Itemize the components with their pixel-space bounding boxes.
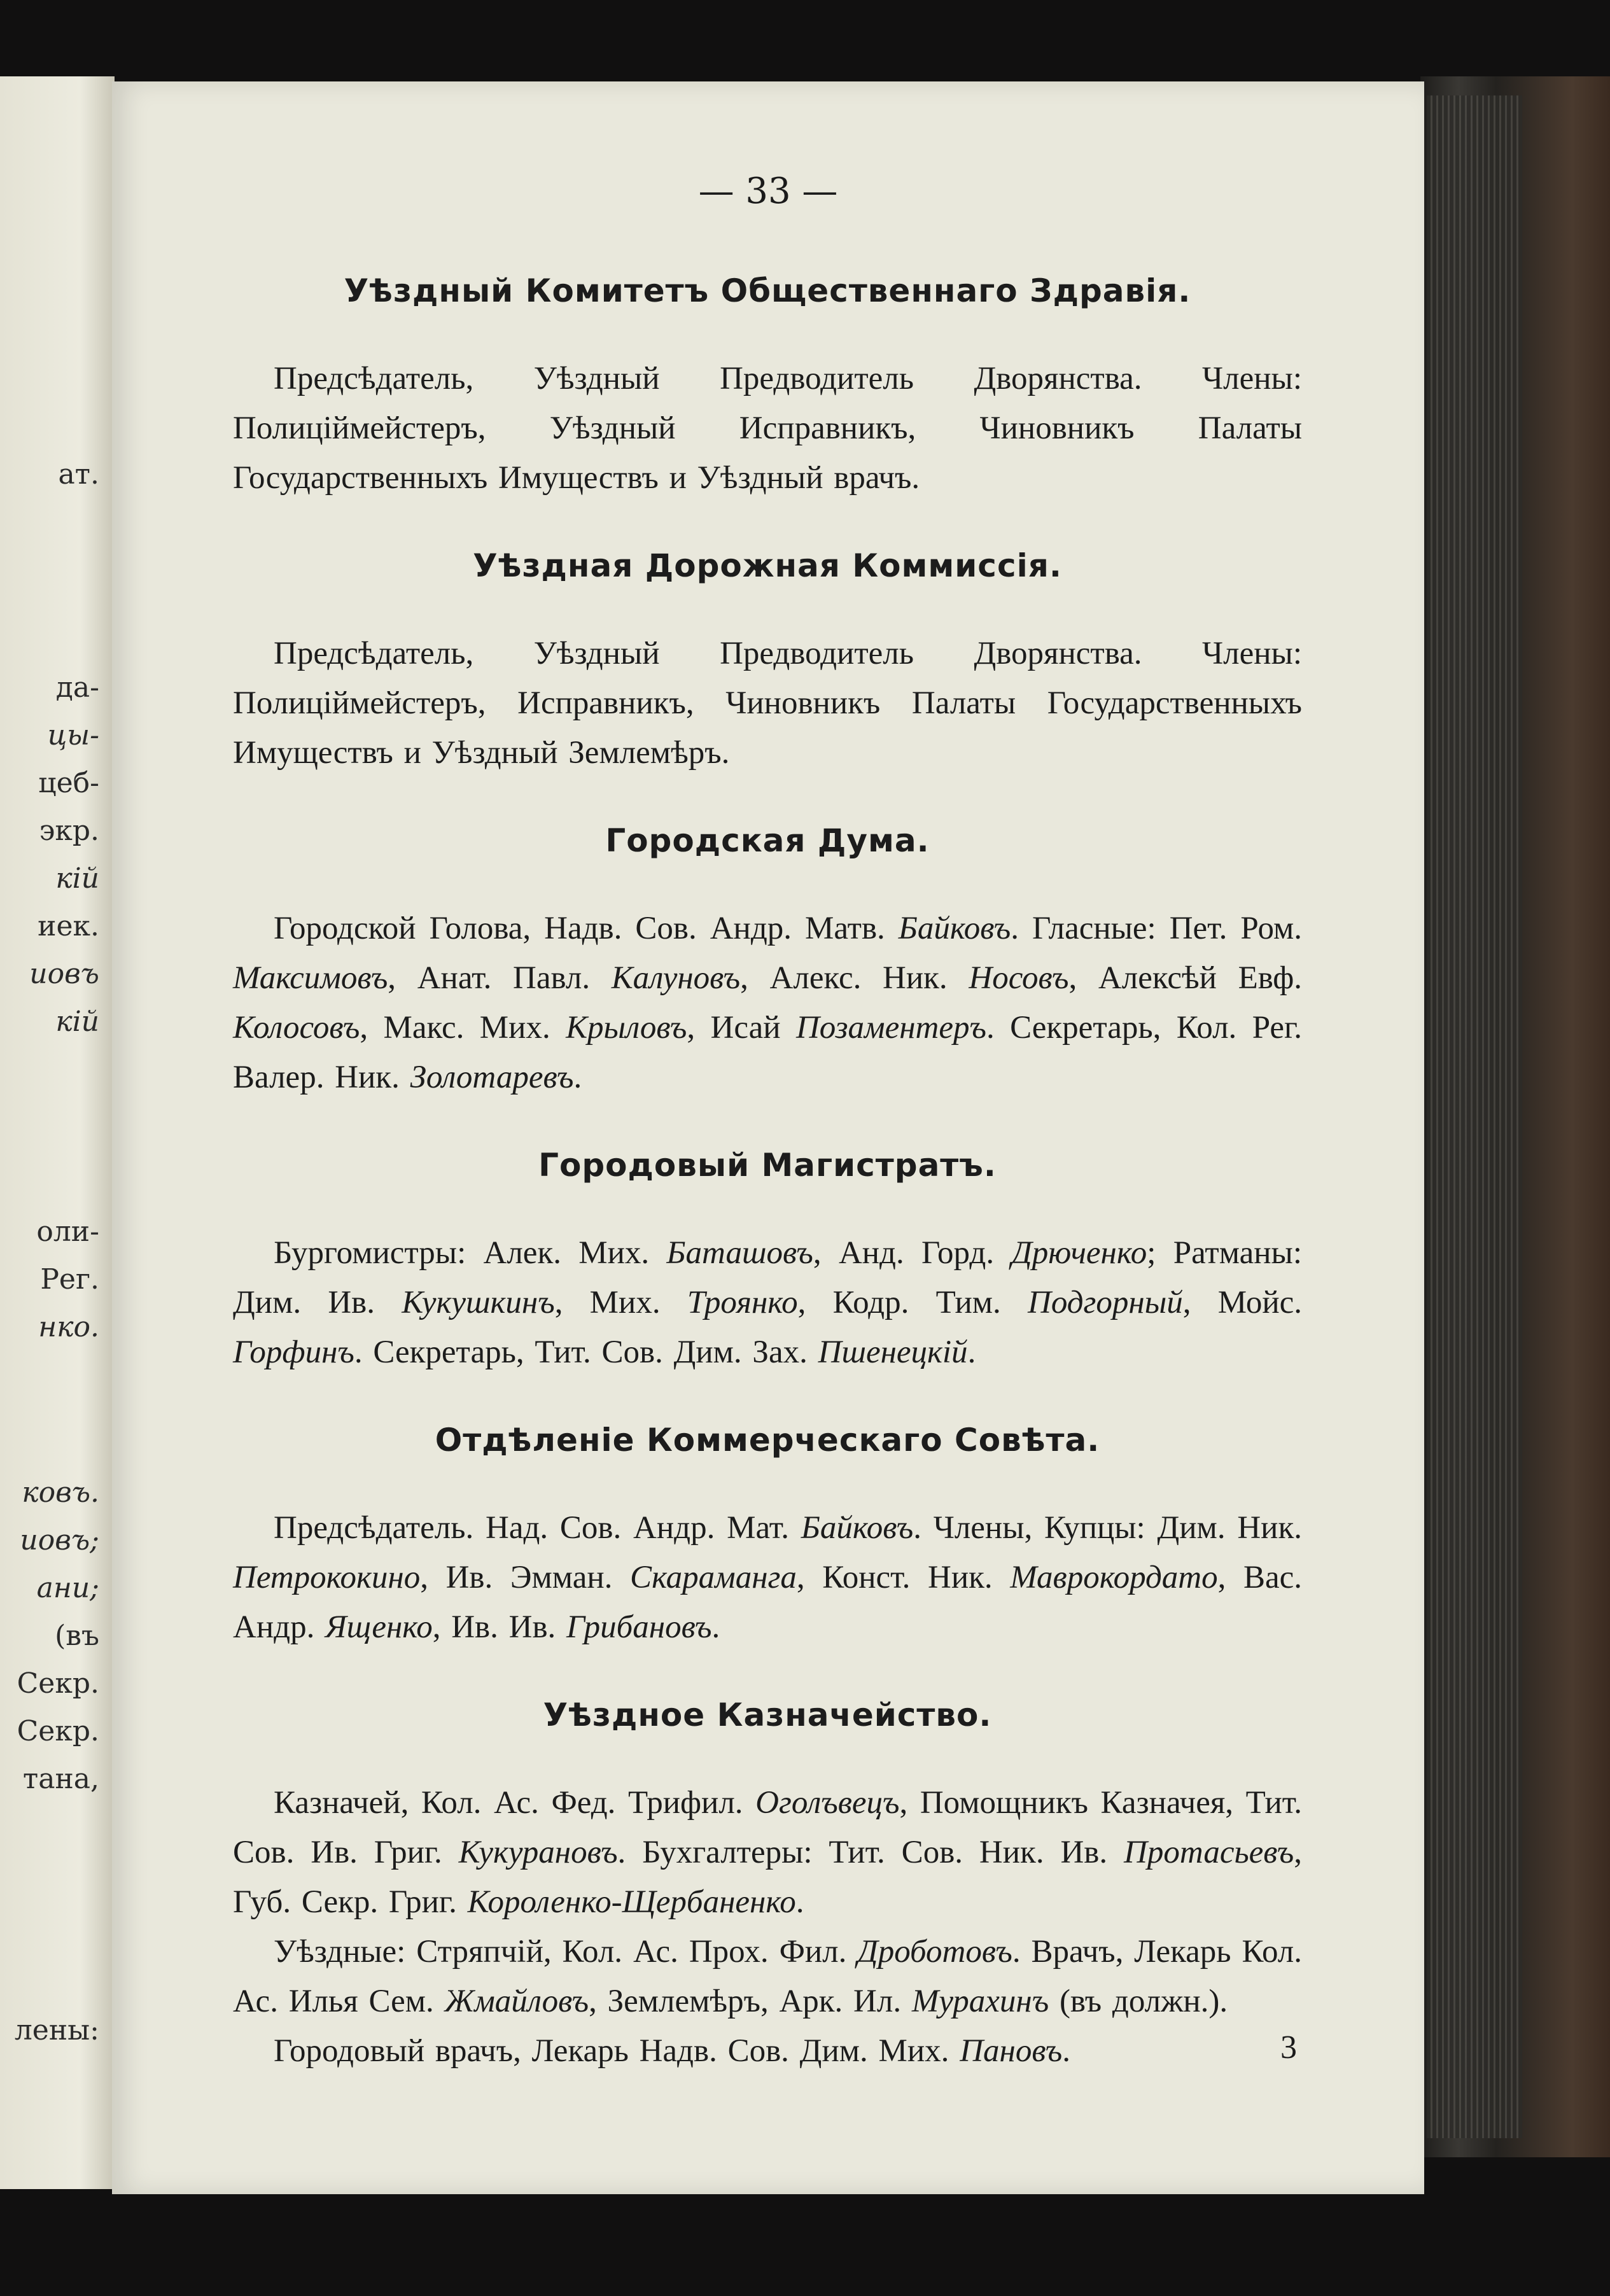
left-fragment: тана, <box>22 1763 99 1795</box>
person-name: Горфинъ <box>233 1334 354 1370</box>
left-fragment: цы- <box>47 719 99 752</box>
section-paragraph <box>233 904 1302 1102</box>
person-name: Троянко <box>687 1285 798 1320</box>
section-heading: Уѣздная Дорожная Коммиссія. <box>473 547 1062 584</box>
text-run: . Врачъ, Лекарь Кол. Ас. Илья Сем. <box>233 1934 1302 2019</box>
text-run: , Ив. Ив. <box>432 1609 567 1645</box>
page-content <box>233 272 1302 2114</box>
text-run: . <box>1062 2033 1071 2069</box>
section-heading: Городовый Магистратъ. <box>538 1147 997 1184</box>
section-heading: Уѣздное Казначейство. <box>543 1697 992 1733</box>
person-name: Дрюченко <box>1011 1235 1147 1271</box>
section-paragraph <box>233 1503 1302 1652</box>
person-name: Петрококино <box>233 1560 421 1595</box>
text-run: , Исай <box>687 1010 796 1046</box>
person-name: Кукурановъ <box>458 1835 618 1870</box>
person-name: Оголъвецъ <box>755 1785 900 1821</box>
text-run: , Мойс. <box>1182 1285 1302 1320</box>
left-fragment: иовъ <box>29 958 99 990</box>
left-fragment: иовъ; <box>20 1524 99 1557</box>
text-run: . Бухгалтеры: Тит. Сов. Ник. Ив. <box>617 1835 1124 1870</box>
person-name: Протасьевъ <box>1124 1835 1294 1870</box>
section-paragraph <box>233 1778 1302 1927</box>
person-name: Ященко <box>325 1609 433 1645</box>
section-paragraph: Предсѣдатель, Уѣздный Предводитель Дворянства. Члены: Полиціймейстеръ, Уѣздный Исправникъ, Чиновникъ Палаты Государственныхъ Имуществъ и Уѣздный врачъ. <box>233 361 1302 496</box>
person-name: Пановъ <box>960 2033 1063 2069</box>
person-name: Скараманга <box>630 1560 797 1595</box>
book-edge <box>1420 76 1610 2157</box>
section-paragraph: Предсѣдатель, Уѣздный Предводитель Дворянства. Члены: Полиціймейстеръ, Исправникъ, Чиновникъ Палаты Государственныхъ Имуществъ и Уѣздный Землемѣръ. <box>233 636 1302 771</box>
person-name: Маврокордато <box>1010 1560 1218 1595</box>
text-run: . <box>573 1060 582 1095</box>
left-fragment: ат. <box>58 458 99 491</box>
text-run: , Кодр. Тим. <box>797 1285 1028 1320</box>
text-run: Казначей, Кол. Ас. Фед. Трифил. <box>274 1785 756 1821</box>
person-name: Грибановъ <box>566 1609 712 1645</box>
left-fragment: (въ <box>55 1620 99 1652</box>
text-run: , Губ. Секр. Григ. <box>233 1835 1302 1920</box>
left-fragment: нко. <box>38 1311 99 1343</box>
person-name: Максимовъ <box>233 960 388 996</box>
text-run: Предсѣдатель. Над. Сов. Андр. Мат. <box>274 1510 801 1546</box>
section-paragraph <box>233 2026 1302 2076</box>
left-fragment: ани; <box>36 1572 99 1604</box>
text-run: , Мих. <box>554 1285 687 1320</box>
section-heading: Городская Дума. <box>605 822 930 859</box>
text-run: , Анат. Павл. <box>388 960 612 996</box>
left-fragment: Секр. <box>17 1715 99 1747</box>
left-fragment: иек. <box>38 910 99 942</box>
left-fragment: да- <box>55 671 99 704</box>
book-page <box>112 81 1424 2194</box>
section-heading: Отдѣленіе Коммерческаго Совѣта. <box>435 1422 1100 1459</box>
text-run: , Ив. Эмман. <box>420 1560 631 1595</box>
person-name: Носовъ <box>969 960 1069 996</box>
person-name: Подгорный <box>1028 1285 1183 1320</box>
left-fragment: лены: <box>14 2014 99 2047</box>
person-name: Байковъ <box>801 1510 914 1546</box>
text-run: , Вас. Андр. <box>233 1560 1302 1645</box>
text-run: . Секретарь, Кол. Рег. Валер. Ник. <box>233 1010 1302 1095</box>
text-run: . Гласные: Пет. Ром. <box>1011 911 1302 946</box>
text-run: Уѣздные: Стряпчій, Кол. Ас. Прох. Фил. <box>274 1934 858 1970</box>
text-run: . <box>795 1884 804 1920</box>
text-run: (въ должн.). <box>1049 1984 1228 2019</box>
left-fragment: оли- <box>36 1215 99 1248</box>
left-fragment: кій <box>55 1005 99 1038</box>
left-fragment: Секр. <box>17 1667 99 1700</box>
left-fragment: кій <box>55 862 99 895</box>
text-run: , Помощникъ Казначея, Тит. Сов. Ив. Григ. <box>233 1785 1302 1870</box>
person-name: Короленко-Щербаненко <box>467 1884 796 1920</box>
text-run: ; Ратманы: Дим. Ив. <box>233 1235 1302 1320</box>
page-edges <box>1427 95 1522 2138</box>
person-name: Колосовъ <box>233 1010 360 1046</box>
section-paragraph <box>233 1228 1302 1377</box>
person-name: Калуновъ <box>611 960 741 996</box>
person-name: Дроботовъ <box>857 1934 1012 1970</box>
text-run: . <box>967 1334 976 1370</box>
text-run: . <box>711 1609 720 1645</box>
left-fragment: цеб- <box>38 767 99 799</box>
left-fragment: ковъ. <box>22 1476 99 1509</box>
text-run: , Макс. Мих. <box>360 1010 566 1046</box>
person-name: Баташовъ <box>666 1235 813 1271</box>
text-run: . Члены, Купцы: Дим. Ник. <box>913 1510 1302 1546</box>
left-page-fragment <box>0 76 115 2189</box>
section-paragraph <box>233 1927 1302 2026</box>
left-fragment: Рег. <box>40 1263 99 1296</box>
text-run: , Анд. Горд. <box>813 1235 1012 1271</box>
person-name: Байковъ <box>898 911 1011 946</box>
text-run: , Конст. Ник. <box>796 1560 1011 1595</box>
text-run: Бургомистры: Алек. Мих. <box>274 1235 667 1271</box>
text-run: , Алексѣй Евф. <box>1068 960 1303 996</box>
person-name: Пшенецкій <box>818 1334 968 1370</box>
text-run: , Алекс. Ник. <box>740 960 969 996</box>
person-name: Мурахинъ <box>911 1984 1049 2019</box>
section-heading: Уѣздный Комитетъ Общественнаго Здравія. <box>344 272 1191 309</box>
text-run: Городской Голова, Надв. Сов. Андр. Матв. <box>274 911 899 946</box>
person-name: Жмайловъ <box>444 1984 589 2019</box>
person-name: Позаментеръ <box>795 1010 986 1046</box>
page-number-top: — 33 — <box>698 171 838 212</box>
left-fragment: экр. <box>39 815 99 847</box>
text-run: , Землемѣръ, Арк. Ил. <box>589 1984 912 2019</box>
person-name: Крыловъ <box>566 1010 687 1046</box>
person-name: Кукушкинъ <box>402 1285 555 1320</box>
person-name: Золотаревъ <box>410 1060 574 1095</box>
page-signature-number: 3 <box>1280 2029 1297 2066</box>
text-run: . Секретарь, Тит. Сов. Дим. Зах. <box>354 1334 818 1370</box>
text-run: Городовый врачъ, Лекарь Надв. Сов. Дим. Мих. <box>274 2033 960 2069</box>
